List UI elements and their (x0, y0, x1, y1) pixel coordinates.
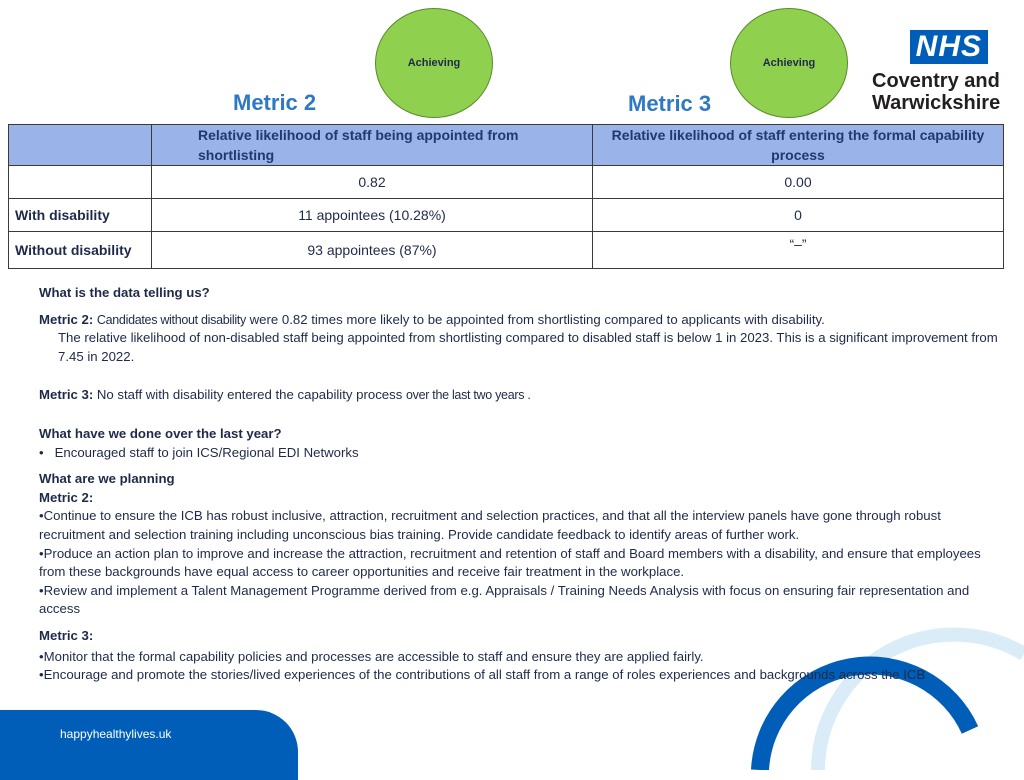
metric2-analysis-label: Metric 2: (39, 311, 94, 327)
table-row (9, 166, 1004, 199)
metric2-status-text: Achieving (407, 57, 461, 69)
metric2-value: 0.82 (152, 166, 593, 199)
metric2-value: 93 appointees (87%) (152, 232, 593, 269)
plan-metric3-label: Metric 3: (39, 627, 94, 643)
metrics-table (8, 124, 1004, 269)
question-planning: What are we planning (39, 471, 175, 487)
plan-metric2-item: •Produce an action plan to improve and increase the attraction, recruitment and retention of staff and Board members with a disability, and ensure that employees from these backgrounds have equal access to career opportunities and receive fair treatment in the workplace. (39, 545, 981, 580)
metric2-value: 11 appointees (10.28%) (152, 199, 593, 232)
plan-item-text: Continue to ensure the ICB has robust inclusive, attraction, recruitment and selection practices, and that all the interview panels have gone through robust recruitment and selection training including unconscious bias training. Provide candidate feedback to identify areas of further work. (39, 508, 941, 542)
metric3-status-badge (730, 8, 848, 118)
done-list-item: • Encouraged staff to join ICS/Regional EDI Networks (39, 444, 359, 460)
done-item-text: Encouraged staff to join ICS/Regional EDI Networks (54, 444, 359, 460)
plan-metric3-item: •Encourage and promote the stories/lived experiences of the contributions of all staff from a range of roles experiences and backgrounds across the ICB (39, 667, 926, 683)
metric3-status-text: Achieving (762, 57, 816, 69)
question-done-last-year: What have we done over the last year? (39, 425, 282, 441)
metric2-title: Metric 2 (233, 90, 317, 115)
metric3-analysis-text: No staff with disability entered the capability process (96, 387, 403, 403)
row-label (9, 166, 152, 199)
plan-metric2-label: Metric 2: (39, 489, 94, 505)
logo-line-1: Coventry and (872, 70, 1000, 92)
table-header-row (9, 125, 1004, 166)
logo-line-2: Warwickshire (872, 92, 1001, 114)
narrative-content (39, 284, 1009, 685)
metric3-value: “–” (593, 232, 1004, 269)
header-metric3: Relative likelihood of staff entering the formal capability process (593, 125, 1004, 166)
footer-banner (0, 710, 298, 780)
metric3-analysis-tail: over the last two years . (406, 388, 531, 403)
metric3-title: Metric 3 (628, 91, 712, 116)
plan-item-text: Produce an action plan to improve and increase the attraction, recruitment and retention of staff and Board members with a disability, and ensure that employees from these backgrounds have equal access to career opportunities and receive fair treatment in the workplace. (39, 545, 981, 580)
metric3-analysis-label: Metric 3: (39, 387, 94, 403)
question-data-telling: What is the data telling us? (39, 285, 210, 300)
plan-metric3-item: •Monitor that the formal capability policies and processes are accessible to staff and ensure they are applied fairly. (39, 648, 704, 664)
metric2-analysis-detail: The relative likelihood of non-disabled staff being appointed from shortlisting compared to disabled staff is below 1 in 2023. This is a significant improvement from 7.45 in 2022. (58, 330, 998, 364)
table-row (9, 199, 1004, 232)
metric2-analysis (39, 311, 1009, 330)
metric2-analysis-lead: Candidates without disability (96, 312, 246, 327)
nhs-logo-mark: NHS (910, 30, 988, 64)
metric3-value: 0 (593, 199, 1004, 232)
plan-item-text: Encourage and promote the stories/lived experiences of the contributions of all staff from a range of roles experiences and backgrounds across the ICB (43, 667, 926, 683)
table-row (9, 232, 1004, 269)
metric3-analysis (39, 386, 1009, 405)
row-label: With disability (9, 199, 152, 232)
metric2-status-badge (375, 8, 493, 118)
plan-item-text: Review and implement a Talent Management Programme derived from e.g. Appraisals / Training Needs Analysis with focus on ensuring fair representation and access (39, 582, 970, 617)
plan-metric2-item: •Continue to ensure the ICB has robust inclusive, attraction, recruitment and selection practices, and that all the interview panels have gone through robust recruitment and selection training including unconscious bias training. Provide candidate feedback to identify areas of further work. (39, 508, 941, 542)
metric3-value: 0.00 (593, 166, 1004, 199)
nhs-logo (872, 30, 1001, 114)
row-label: Without disability (9, 232, 152, 269)
metric2-analysis-text: were 0.82 times more likely to be appointed from shortlisting compared to applicants with disability. (249, 311, 825, 327)
header-empty-cell (9, 125, 152, 166)
footer-url: happyhealthylives.uk (60, 727, 172, 741)
plan-item-text: Monitor that the formal capability policies and processes are accessible to staff and ensure they are applied fairly. (43, 648, 704, 664)
header-metric2: Relative likelihood of staff being appointed from shortlisting (152, 125, 593, 166)
plan-metric2-item: •Review and implement a Talent Management Programme derived from e.g. Appraisals / Training Needs Analysis with focus on ensuring fair representation and access (39, 582, 970, 617)
